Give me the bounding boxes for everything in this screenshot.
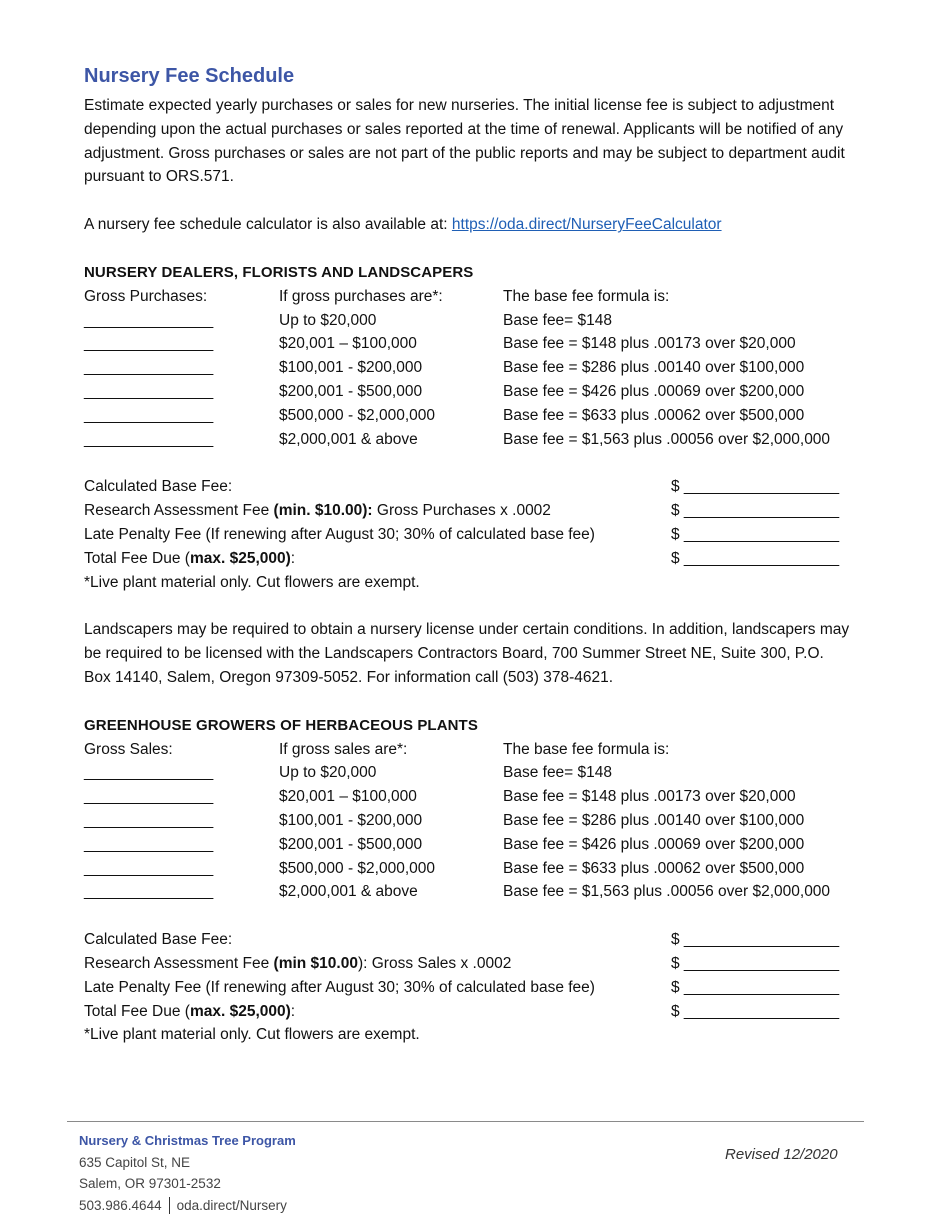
dealers-formula: Base fee = $286 plus .00140 over $100,000 <box>503 359 805 377</box>
greenhouse-row <box>84 761 854 785</box>
dealers-range: $2,000,001 & above <box>279 430 418 448</box>
greenhouse-formula: Base fee = $426 plus .00069 over $200,000 <box>503 835 805 853</box>
dealers-table <box>84 309 854 452</box>
dealers-range: $100,001 - $200,000 <box>279 359 423 377</box>
dealers-formula: Base fee = $426 plus .00069 over $200,000 <box>503 382 805 400</box>
dealers-amount-field[interactable]: _______________ <box>84 406 214 424</box>
greenhouse-heading: GREENHOUSE GROWERS OF HERBACEOUS PLANTS <box>84 716 478 734</box>
dealers-formula: Base fee = $148 plus .00173 over $20,000 <box>503 335 796 353</box>
dealers-total-field[interactable]: $ __________________ <box>671 549 840 567</box>
greenhouse-formula: Base fee = $633 plus .00062 over $500,000 <box>503 859 805 877</box>
landscapers-note: Landscapers may be required to obtain a nursery license under certain conditions. In addition, landscapers may be required to be licensed with the Landscapers Contractors Board, 700 Summer Street NE, Suite 300, P.O. Box 14140, Salem, Oregon 97309-5052. For information call (503) 378-4621. <box>84 621 850 686</box>
greenhouse-research-row <box>84 952 854 976</box>
dealers-calc-base-row <box>84 475 854 499</box>
greenhouse-amount-field[interactable]: _______________ <box>84 788 214 806</box>
greenhouse-calc-base-row <box>84 928 854 952</box>
revised-date: Revised 12/2020 <box>725 1146 838 1163</box>
greenhouse-formula: Base fee= $148 <box>503 764 613 782</box>
greenhouse-calc-base-label: Calculated Base Fee: <box>84 931 233 949</box>
greenhouse-formula: Base fee = $148 plus .00173 over $20,000 <box>503 788 796 806</box>
greenhouse-table <box>84 761 854 904</box>
dealers-amount-field[interactable]: _______________ <box>84 430 214 448</box>
dealers-range: $20,001 – $100,000 <box>279 335 417 353</box>
footer-separator <box>169 1197 170 1214</box>
fee-schedule-page <box>84 62 854 1047</box>
dealers-late-label: Late Penalty Fee (If renewing after August 30; 30% of calculated base fee) <box>84 525 595 543</box>
dealers-formula: Base fee = $633 plus .00062 over $500,000 <box>503 406 805 424</box>
greenhouse-formula: Base fee = $286 plus .00140 over $100,000 <box>503 811 805 829</box>
dealers-col-range: If gross purchases are*: <box>279 287 443 305</box>
footer <box>79 1130 296 1216</box>
greenhouse-amount-field[interactable]: _______________ <box>84 811 214 829</box>
greenhouse-amount-field[interactable]: _______________ <box>84 859 214 877</box>
dealers-research-field[interactable]: $ __________________ <box>671 502 840 520</box>
greenhouse-range: $200,001 - $500,000 <box>279 835 423 853</box>
greenhouse-total-label: Total Fee Due (max. $25,000): <box>84 1002 296 1020</box>
greenhouse-row <box>84 785 854 809</box>
footer-web[interactable]: oda.direct/Nursery <box>176 1197 287 1213</box>
greenhouse-range: $20,001 – $100,000 <box>279 788 417 806</box>
greenhouse-total-field[interactable]: $ __________________ <box>671 1002 840 1020</box>
greenhouse-total-row <box>84 1000 854 1024</box>
dealers-header-row <box>84 285 854 309</box>
greenhouse-range: $500,000 - $2,000,000 <box>279 859 435 877</box>
greenhouse-late-label: Late Penalty Fee (If renewing after August 30; 30% of calculated base fee) <box>84 978 595 996</box>
dealers-amount-field[interactable]: _______________ <box>84 311 214 329</box>
greenhouse-col-sales: Gross Sales: <box>84 740 173 758</box>
greenhouse-col-range: If gross sales are*: <box>279 740 408 758</box>
dealers-row <box>84 309 854 333</box>
dealers-range: $500,000 - $2,000,000 <box>279 406 435 424</box>
dealers-amount-field[interactable]: _______________ <box>84 359 214 377</box>
calculator-link[interactable]: https://oda.direct/NurseryFeeCalculator <box>451 216 722 234</box>
greenhouse-header-row <box>84 738 854 762</box>
dealers-col-formula: The base fee formula is: <box>503 287 670 305</box>
dealers-amount-field[interactable]: _______________ <box>84 382 214 400</box>
footer-address2: Salem, OR 97301-2532 <box>79 1176 221 1191</box>
intro-paragraph: Estimate expected yearly purchases or sales for new nurseries. The initial license fee is subject to adjustment depending upon the actual purchases or sales reported at the time of renewal. Applicants will be notified of any adjustment. Gross purchases or sales are not part of the public reports and may be subject to department audit pursuant to ORS.571. <box>84 97 845 186</box>
dealers-formula: Base fee= $148 <box>503 311 613 329</box>
footer-address1: 635 Capitol St, NE <box>79 1154 191 1170</box>
dealers-row <box>84 356 854 380</box>
greenhouse-row <box>84 880 854 904</box>
greenhouse-formula: Base fee = $1,563 plus .00056 over $2,000,000 <box>503 883 831 901</box>
greenhouse-research-field[interactable]: $ __________________ <box>671 954 840 972</box>
greenhouse-calc-base-field[interactable]: $ __________________ <box>671 931 840 949</box>
greenhouse-range: Up to $20,000 <box>279 764 377 782</box>
dealers-row <box>84 380 854 404</box>
greenhouse-note: *Live plant material only. Cut flowers are exempt. <box>84 1026 420 1044</box>
dealers-research-row <box>84 499 854 523</box>
dealers-col-purchases: Gross Purchases: <box>84 287 208 305</box>
dealers-late-row <box>84 523 854 547</box>
dealers-research-label: Research Assessment Fee (min. $10.00): Gross Purchases x .0002 <box>84 502 551 520</box>
dealers-note: *Live plant material only. Cut flowers are exempt. <box>84 573 420 591</box>
dealers-late-field[interactable]: $ __________________ <box>671 525 840 543</box>
dealers-total-label: Total Fee Due (max. $25,000): <box>84 549 296 567</box>
greenhouse-amount-field[interactable]: _______________ <box>84 883 214 901</box>
greenhouse-row <box>84 857 854 881</box>
calculator-line <box>84 213 854 237</box>
greenhouse-late-field[interactable]: $ __________________ <box>671 978 840 996</box>
dealers-calc-base-label: Calculated Base Fee: <box>84 478 233 496</box>
greenhouse-research-label: Research Assessment Fee (min $10.00): Gross Sales x .0002 <box>84 954 512 972</box>
greenhouse-late-row <box>84 976 854 1000</box>
dealers-formula: Base fee = $1,563 plus .00056 over $2,000,000 <box>503 430 831 448</box>
footer-phone: 503.986.4644 <box>79 1197 162 1213</box>
dealers-range: $200,001 - $500,000 <box>279 382 423 400</box>
greenhouse-row <box>84 809 854 833</box>
greenhouse-amount-field[interactable]: _______________ <box>84 764 214 782</box>
dealers-heading: NURSERY DEALERS, FLORISTS AND LANDSCAPERS <box>84 263 474 281</box>
page-title: Nursery Fee Schedule <box>84 65 295 87</box>
dealers-row <box>84 404 854 428</box>
greenhouse-range: $100,001 - $200,000 <box>279 811 423 829</box>
footer-contact <box>79 1195 296 1217</box>
dealers-row <box>84 332 854 356</box>
greenhouse-col-formula: The base fee formula is: <box>503 740 670 758</box>
greenhouse-range: $2,000,001 & above <box>279 883 418 901</box>
footer-program: Nursery & Christmas Tree Program <box>79 1133 296 1148</box>
dealers-amount-field[interactable]: _______________ <box>84 335 214 353</box>
greenhouse-amount-field[interactable]: _______________ <box>84 835 214 853</box>
dealers-range: Up to $20,000 <box>279 311 377 329</box>
footer-divider <box>67 1121 864 1122</box>
dealers-total-row <box>84 547 854 571</box>
calculator-text: A nursery fee schedule calculator is also available at: <box>84 216 452 234</box>
greenhouse-row <box>84 833 854 857</box>
dealers-row <box>84 428 854 452</box>
dealers-calc-base-field[interactable]: $ __________________ <box>671 478 840 496</box>
